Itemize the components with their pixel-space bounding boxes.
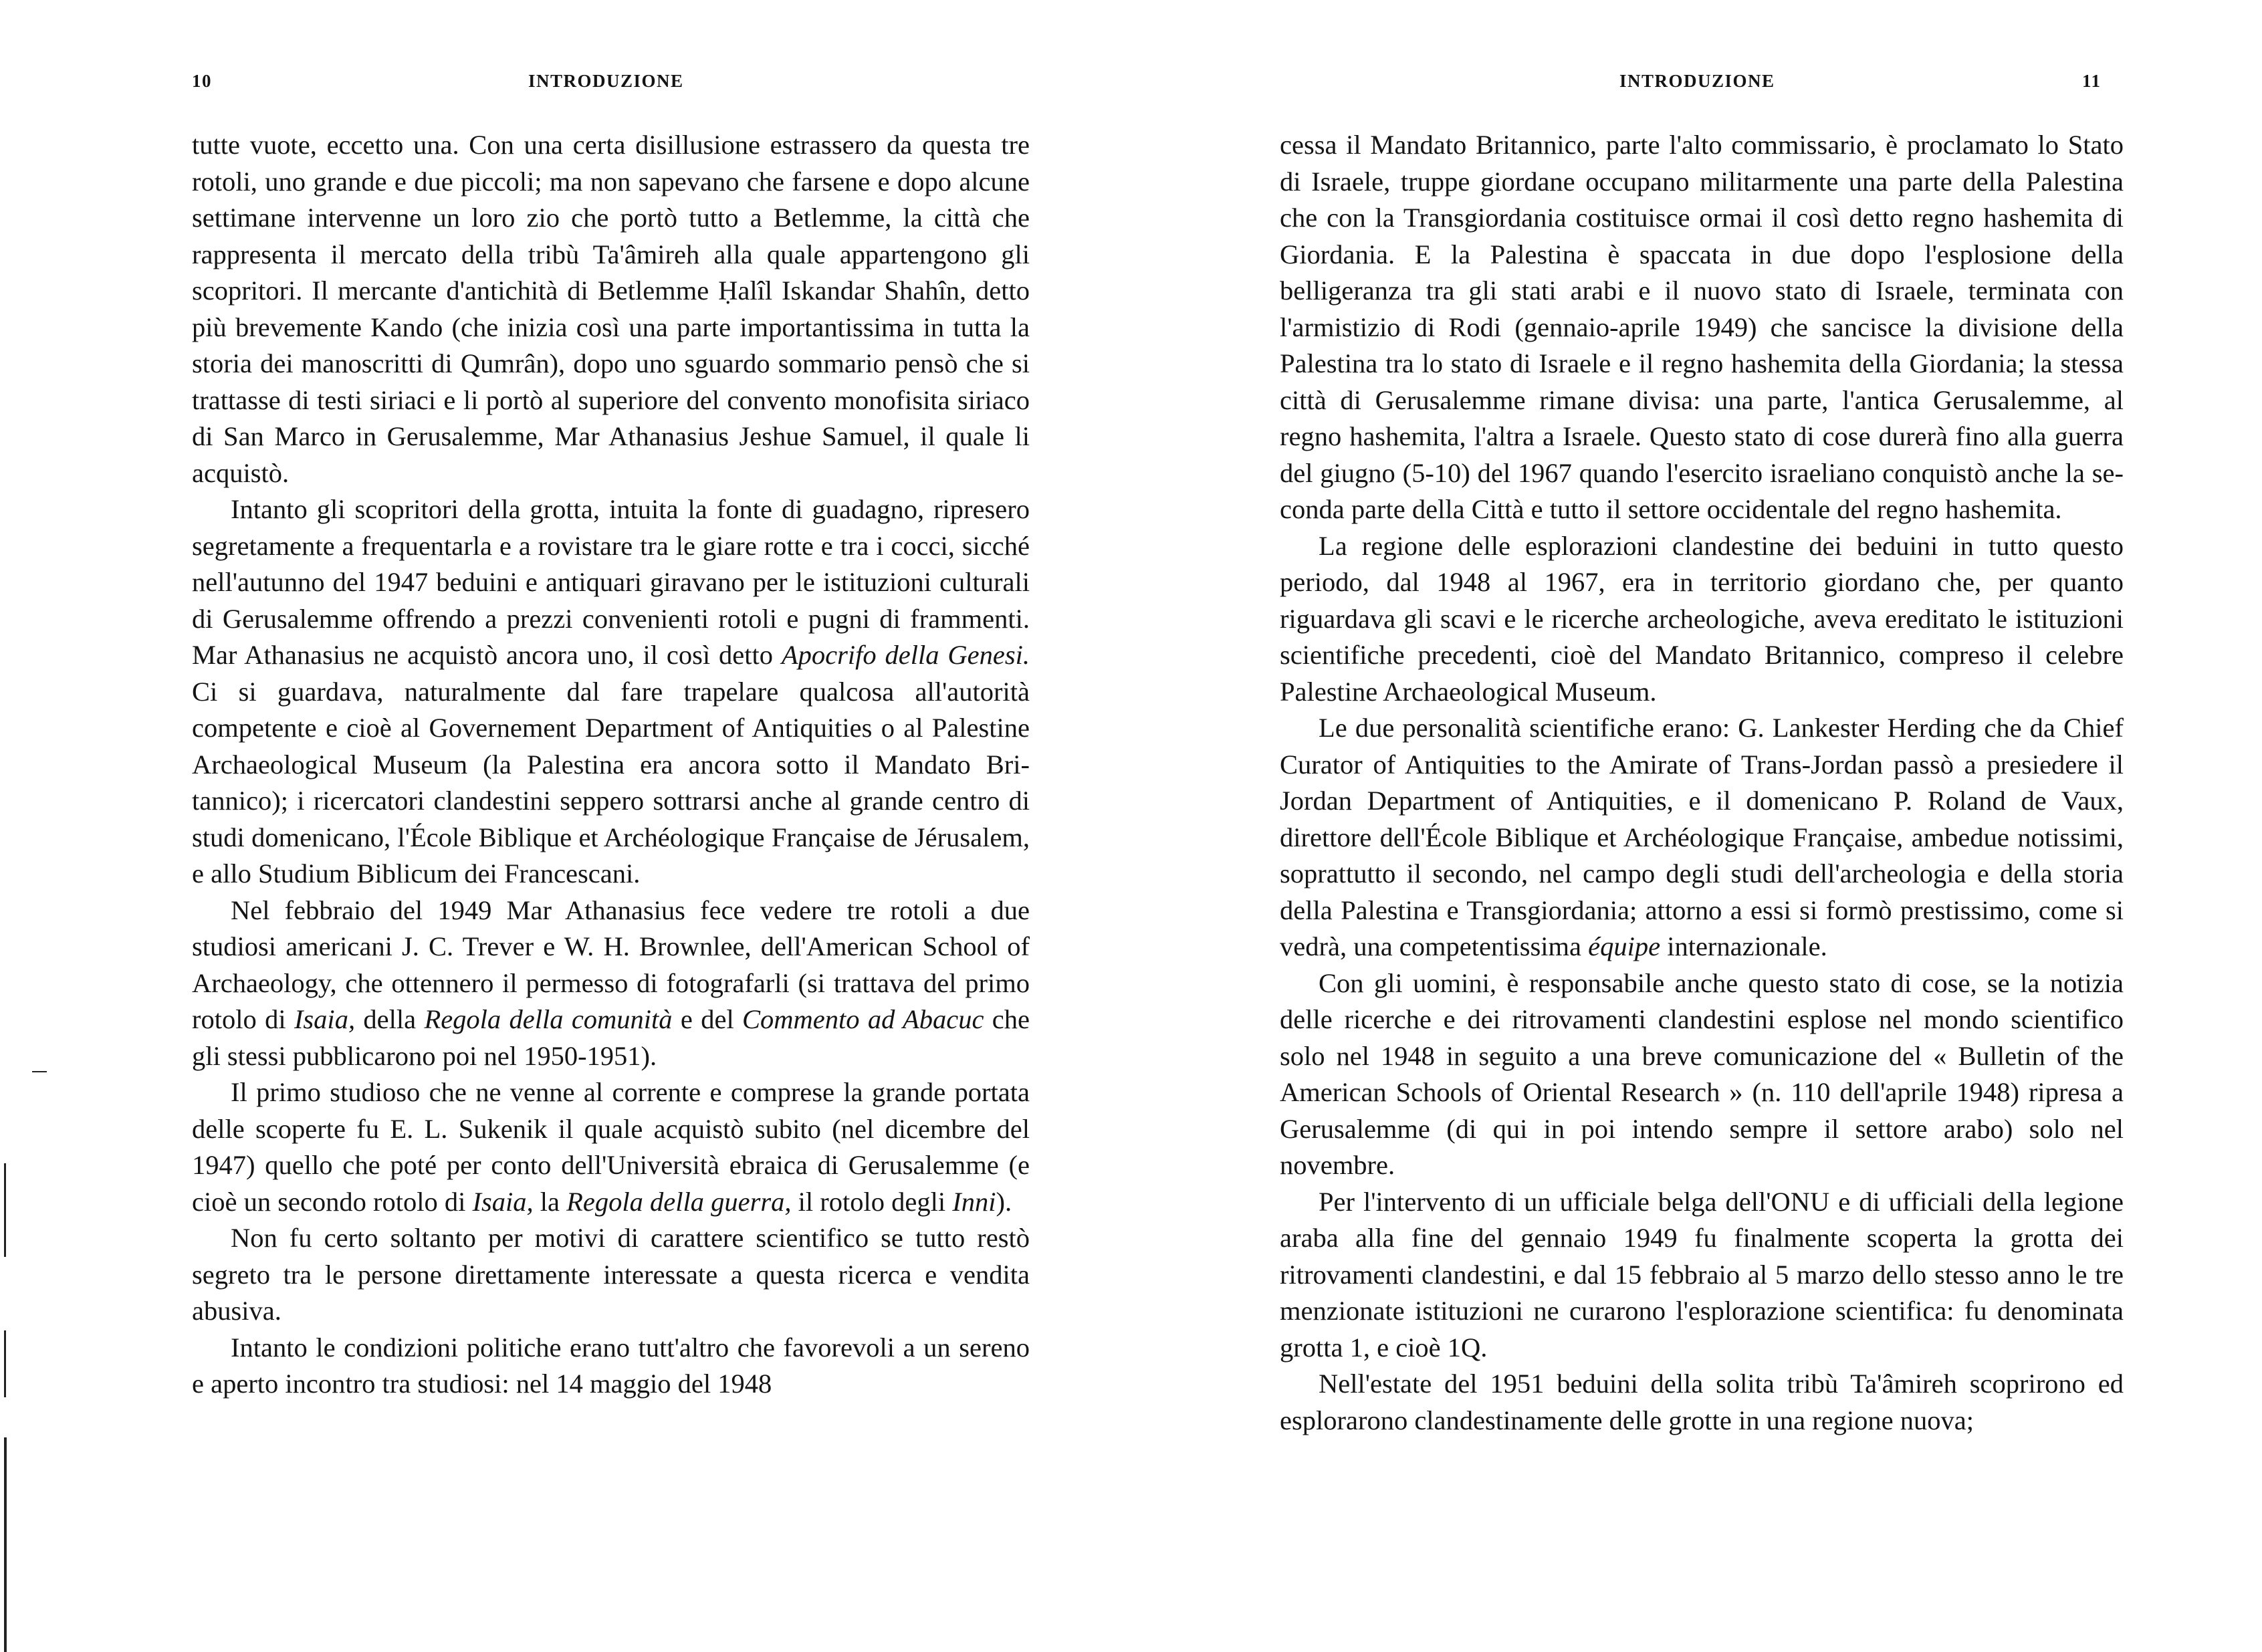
italic-title: Inni: [952, 1186, 996, 1217]
italic-title: Commento ad Abacuc: [742, 1004, 984, 1034]
text-run: Ci si guardava, naturalmente dal fare trapelare qualcosa all'autorità competente e cioè al Governement Department of Antiquities o al Palestine Archaeological Museum (la Palestina era ancora sotto il Mandato Britannico); i ricercatori clandestini seppero sottrarsi anche al grande centro di studi domenicano, l'École Biblique et Archéologique Française de Jérusalem, e allo Studium Biblicum dei Francescani.: [192, 676, 1030, 889]
italic-title: Isaia,: [472, 1186, 534, 1217]
paragraph: [1280, 1184, 2124, 1367]
running-title: INTRODUZIONE: [528, 71, 684, 91]
text-run: della: [355, 1004, 425, 1034]
italic-title: équipe: [1588, 931, 1661, 961]
text-run: Nel febbraio del 1949 Mar Athanasius fece vedere tre rotoli a due studiosi americani J. C. Trever e W. H. Brownlee, dell'American School of Archaeology, che ottennero il permesso di fotografarli (si trattava del primo rotolo di: [192, 895, 1030, 1034]
page-body: [1280, 127, 2124, 1439]
paragraph: [1280, 710, 2124, 965]
paragraph: [192, 1220, 1030, 1330]
text-run: La regione delle esplorazioni clandestine dei beduini in tutto questo periodo, dal 1948 al 1967, era in territorio giordano che, per quanto riguardava gli scavi e le ricerche archeologiche, aveva ereditato le istituzioni scientifiche precedenti, cioè del Mandato Britannico, compreso il celebre Palestine Archaeological Museum.: [1280, 530, 2124, 707]
text-run: Le due personalità scientifiche erano: G. Lankester Herding che da Chief Curator of Antiquities to the Amirate of Trans-Jordan passò a presiedere il Jordan Department of Antiquities, e il domenicano P. Roland de Vaux, direttore dell'École Biblique et Archéologique Française, ambedue notissimi, soprattutto il secondo, nel campo degli studi dell'archeologia e della storia della Palestina e Transgiordania; attorno a essi si formò prestissimo, come si vedrà, una competentissima: [1280, 713, 2124, 961]
text-run: ).: [996, 1186, 1012, 1217]
paragraph: [192, 127, 1030, 491]
page-number: 11: [2082, 71, 2102, 91]
paragraph: [1280, 1366, 2124, 1439]
paragraph: [1280, 965, 2124, 1184]
scan-edge-mark: [4, 1330, 6, 1397]
text-run: Intanto gli scopritori della grotta, intuita la fonte di guadagno, ripresero segretamente a frequentarla e a rovistare tra le giare rotte e tra i cocci, sicché nell'autunno del 1947 beduini e antiquari giravano per le istituzioni culturali di Gerusalemme offrendo a prezzi convenienti rotoli e pugni di frammenti. Mar Athanasius ne acquistò ancora uno, il così detto: [192, 494, 1030, 670]
scan-edge-mark: [4, 1437, 7, 1652]
text-run: la: [533, 1186, 567, 1217]
italic-title: Regola della comunità: [424, 1004, 673, 1034]
text-run: Non fu certo soltanto per motivi di carattere scientifico se tutto restò segreto tra le persone direttamente interessate a questa ricerca e vendita abusiva.: [192, 1223, 1030, 1326]
page-body: [192, 127, 1030, 1403]
text-run: Il primo studioso che ne venne al corrente e comprese la grande portata delle scoperte fu E. L. Sukenik il quale acquistò subito (nel dicembre del 1947) quello che poté per conto dell'Università ebraica di Gerusalemme (e cioè un secondo rotolo di: [192, 1077, 1030, 1217]
paragraph: [1280, 528, 2124, 711]
paragraph: [192, 893, 1030, 1075]
scan-edge-mark: [4, 1163, 6, 1257]
text-run: che gli stessi pubblicarono poi nel 1950-1951).: [192, 1004, 1030, 1071]
text-run: internazionale.: [1660, 931, 1827, 961]
italic-title: Regola della guerra,: [566, 1186, 792, 1217]
text-run: Intanto le condizioni politiche erano tutt'altro che favorevoli a un sereno e aperto incontro tra studiosi: nel 14 maggio del 1948: [192, 1332, 1030, 1399]
text-run: Nell'estate del 1951 beduini della solita tribù Ta'âmireh scoprirono ed esplorarono clandestinamente delle grotte in una regione nuova;: [1280, 1369, 2124, 1435]
page-number: 10: [192, 71, 212, 91]
running-title: INTRODUZIONE: [1619, 71, 1775, 91]
italic-title: Apocrifo della Genesi.: [781, 640, 1030, 670]
text-run: il rotolo degli: [791, 1186, 953, 1217]
text-run: Con gli uomini, è responsabile anche questo stato di cose, se la notizia delle ricerche e dei ritrovamenti clandestini esplose nel mondo scientifico solo nel 1948 in seguito a una breve comunicazione del « Bulletin of the American Schools of Oriental Research » (n. 110 dell'aprile 1948) ripresa a Gerusalemme (di qui in poi intendo sempre il settore arabo) solo nel novembre.: [1280, 967, 2124, 1180]
paragraph: [1280, 127, 2124, 528]
italic-title: Isaia,: [294, 1004, 356, 1034]
paragraph: [192, 1330, 1030, 1403]
scan-edge-mark: [32, 1071, 47, 1072]
right-page: [1131, 0, 2262, 1652]
paragraph: [192, 1074, 1030, 1220]
text-run: Per l'intervento di un ufficiale belga dell'ONU e di ufficiali della legione araba alla fine del gennaio 1949 fu finalmente scoperta la grotta dei ritrovamenti clandestini, e dal 15 febbraio al 5 marzo dello stesso anno le tre menzionate istituzioni ne curarono l'esplorazione scientifica: fu denominata grotta 1, e cioè 1Q.: [1280, 1186, 2124, 1363]
text-run: e del: [672, 1004, 743, 1034]
paragraph: [192, 491, 1030, 893]
text-run: cessa il Mandato Britannico, parte l'alto commissario, è proclamato lo Stato di Israele, truppe giordane occupano militarmente una parte della Palestina che con la Transgiordania costituisce ormai il così detto regno hashemita di Giordania. E la Palestina è spaccata in due dopo l'esplosione della belligeranza tra gli stati arabi e il nuovo stato di Israele, terminata con l'armistizio di Rodi (gennaio-aprile 1949) che sancisce la divisione della Palestina tra lo stato di Israele e il regno hashemita della Giordania; la stessa città di Gerusalemme rimane divisa: una parte, l'antica Gerusalemme, al regno hashemita, l'altra a Israele. Questo stato di cose durerà fino alla guerra del giugno (5-10) del 1967 quando l'esercito israeliano conquistò anche la seconda parte della Città e tutto il settore occidentale del regno hashemita.: [1280, 130, 2124, 524]
text-run: tutte vuote, eccetto una. Con una certa disillusione estrassero da questa tre rotoli, uno grande e due piccoli; ma non sapevano che farsene e dopo alcune settimane intervenne un loro zio che portò tutto a Betlemme, la città che rappresenta il mercato della tribù Ta'âmireh alla quale appartengono gli scopritori. Il mercante d'antichità di Betlemme Ḥalîl Iskandar Shahîn, detto più brevemente Kando (che inizia così una parte importantissima in tutta la storia dei manoscritti di Qumrân), dopo uno sguardo sommario pensò che si trattasse di testi siriaci e li portò al superiore del convento monofisita siriaco di San Marco in Gerusalemme, Mar Athanasius Jeshue Samuel, il quale li acquistò.: [192, 130, 1030, 488]
